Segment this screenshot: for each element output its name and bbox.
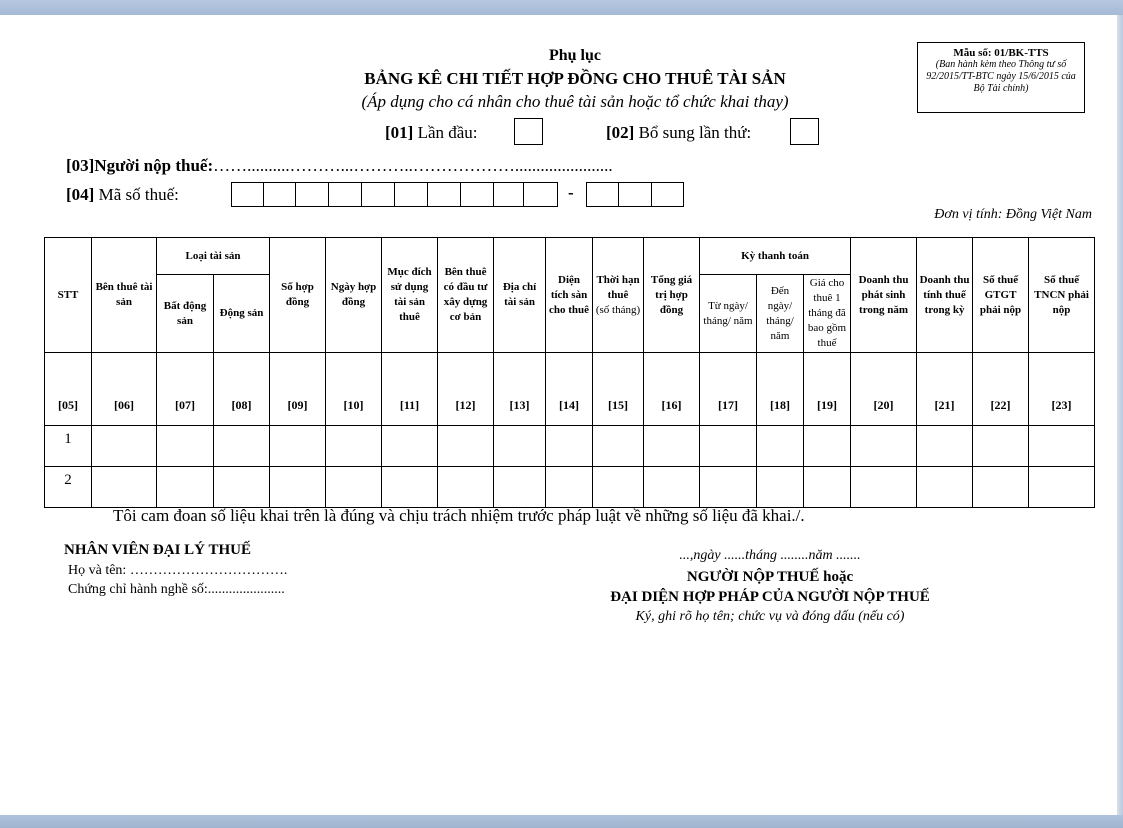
tax-code-code: [04] (66, 185, 95, 204)
window-top-bar (0, 0, 1123, 15)
table-cell[interactable] (644, 426, 700, 467)
table-cell[interactable] (973, 467, 1029, 508)
table-cell[interactable] (757, 426, 804, 467)
header-real-estate: Bất động sản (157, 275, 214, 353)
supplement-code: [02] (606, 123, 635, 142)
header-to-date: Đến ngày/ tháng/ năm (757, 275, 804, 353)
table-cell[interactable] (1029, 426, 1095, 467)
table-cell[interactable] (851, 426, 917, 467)
table-cell[interactable] (804, 467, 851, 508)
window-right-scroll-edge (1117, 15, 1123, 815)
column-code: [12] (438, 353, 494, 426)
supplement-number-box[interactable] (790, 118, 819, 145)
table-cell[interactable] (214, 426, 270, 467)
header-area: Diện tích sàn cho thuê (546, 238, 593, 353)
header-purpose: Mục đích sử dụng tài sản thuê (382, 238, 438, 353)
column-code: [07] (157, 353, 214, 426)
table-cell[interactable] (157, 426, 214, 467)
header-term-label: Thời hạn thuê (596, 273, 640, 301)
column-code: [14] (546, 353, 593, 426)
table-cell[interactable] (214, 467, 270, 508)
column-code: [05] (45, 353, 92, 426)
form-code-note: (Ban hành kèm theo Thông tư số 92/2015/TT-BTC ngày 15/6/2015 của Bộ Tài chính) (926, 59, 1076, 94)
header-revenue-period: Doanh thu tính thuế trong kỳ (917, 238, 973, 353)
tax-code-digit-8[interactable] (460, 182, 494, 207)
table-cell[interactable] (917, 426, 973, 467)
column-code: [09] (270, 353, 326, 426)
tax-code-digit-2[interactable] (263, 182, 296, 207)
agent-certificate-field[interactable]: Chứng chỉ hành nghề số:...................... (68, 582, 285, 597)
signature-date-line[interactable]: ...,ngày ......tháng ........năm ....... (679, 548, 861, 563)
table-cell[interactable] (326, 426, 382, 467)
table-cell[interactable] (494, 426, 546, 467)
table-row (45, 467, 1095, 508)
table-cell[interactable] (757, 467, 804, 508)
header-vat: Số thuế GTGT phải nộp (973, 238, 1029, 353)
header-address: Địa chỉ tài sản (494, 238, 546, 353)
contract-detail-table (44, 237, 1095, 508)
table-cell[interactable] (326, 467, 382, 508)
table-cell[interactable] (700, 467, 757, 508)
table-cell[interactable] (546, 426, 593, 467)
column-code: [16] (644, 353, 700, 426)
header-payment-period: Kỳ thanh toán (700, 238, 851, 275)
header-movable: Động sản (214, 275, 270, 353)
table-cell[interactable] (92, 426, 157, 467)
commitment-statement: Tôi cam đoan số liệu khai trên là đúng và chịu trách nhiệm trước pháp luật về những số liệu đã khai./. (113, 506, 805, 525)
table-cell[interactable] (382, 426, 438, 467)
form-code: Mẫu số: 01/BK-TTS (953, 47, 1049, 59)
column-code: [20] (851, 353, 917, 426)
header-lessee-invest: Bên thuê có đầu tư xây dựng cơ bản (438, 238, 494, 353)
first-time-code: [01] (385, 123, 414, 142)
code-row (45, 353, 1095, 426)
column-code: [06] (92, 353, 157, 426)
signer-role-2: ĐẠI DIỆN HỢP PHÁP CỦA NGƯỜI NỘP THUẾ (610, 589, 930, 605)
table-cell[interactable] (973, 426, 1029, 467)
header-contract-date: Ngày hợp đồng (326, 238, 382, 353)
tax-code-digit-7[interactable] (427, 182, 461, 207)
tax-code-digit-3[interactable] (295, 182, 329, 207)
header-revenue-year: Doanh thu phát sinh trong năm (851, 238, 917, 353)
supplement-label: Bổ sung lần thứ: (638, 123, 752, 142)
agent-title: NHÂN VIÊN ĐẠI LÝ THUẾ (64, 542, 251, 558)
signature-instruction: Ký, ghi rõ họ tên; chức vụ và đóng dấu (nếu có) (635, 609, 905, 624)
column-code: [18] (757, 353, 804, 426)
table-cell[interactable] (804, 426, 851, 467)
table-cell[interactable] (917, 467, 973, 508)
column-code: [15] (593, 353, 644, 426)
column-code: [10] (326, 353, 382, 426)
column-code: [08] (214, 353, 270, 426)
column-code: [21] (917, 353, 973, 426)
tax-code-digit-4[interactable] (328, 182, 362, 207)
tax-code-digit-10[interactable] (523, 182, 558, 207)
table-row (45, 426, 1095, 467)
agent-name-field[interactable]: Họ và tên: ……………………………. (68, 563, 288, 578)
header-asset-type: Loại tài sản (157, 238, 270, 275)
table-cell[interactable] (593, 467, 644, 508)
tax-code-row (66, 185, 179, 205)
table-cell[interactable] (270, 426, 326, 467)
appendix-label: Phụ lục (548, 47, 601, 64)
table-cell[interactable] (1029, 467, 1095, 508)
tax-code-digit-1[interactable] (231, 182, 264, 207)
first-time-label: Lần đầu: (417, 123, 478, 142)
tax-code-separator: - (568, 183, 574, 202)
first-time-row (385, 123, 478, 143)
taxpayer-label: [03]Người nộp thuế: (66, 156, 214, 175)
table-cell[interactable] (700, 426, 757, 467)
tax-code-branch-digit-1[interactable] (586, 182, 619, 207)
header-contract-no: Số hợp đồng (270, 238, 326, 353)
table-cell[interactable] (438, 467, 494, 508)
column-code: [19] (804, 353, 851, 426)
taxpayer-row (66, 156, 613, 176)
column-code: [13] (494, 353, 546, 426)
table-cell[interactable] (644, 467, 700, 508)
document-title: BẢNG KÊ CHI TIẾT HỢP ĐỒNG CHO THUÊ TÀI SẢN (364, 69, 786, 88)
window-bottom-bar (0, 815, 1123, 828)
header-monthly-price: Giá cho thuê 1 tháng đã bao gồm thuế (804, 275, 851, 353)
first-time-checkbox[interactable] (514, 118, 543, 145)
header-pit: Số thuế TNCN phải nộp (1029, 238, 1095, 353)
tax-code-digit-9[interactable] (493, 182, 524, 207)
table-cell[interactable] (494, 467, 546, 508)
header-term (593, 238, 644, 353)
column-code: [22] (973, 353, 1029, 426)
taxpayer-dots[interactable]: ……..........………...………..………………....................... (213, 156, 613, 175)
row-number: 1 (45, 426, 92, 467)
form-code-box (917, 42, 1085, 113)
header-total-value: Tổng giá trị hợp đồng (644, 238, 700, 353)
tax-code-branch-digit-2[interactable] (618, 182, 652, 207)
signer-role-1: NGƯỜI NỘP THUẾ hoặc (686, 569, 854, 585)
table-cell[interactable] (270, 467, 326, 508)
supplement-row (606, 123, 751, 143)
table-cell[interactable] (92, 467, 157, 508)
header-stt: STT (45, 238, 92, 353)
table-cell[interactable] (593, 426, 644, 467)
table-cell[interactable] (546, 467, 593, 508)
tax-code-digit-5[interactable] (361, 182, 395, 207)
table-cell[interactable] (851, 467, 917, 508)
document-subtitle: (Áp dụng cho cá nhân cho thuê tài sản hoặc tổ chức khai thay) (361, 92, 789, 111)
header-lessor: Bên thuê tài sản (92, 238, 157, 353)
row-number: 2 (45, 467, 92, 508)
column-code: [17] (700, 353, 757, 426)
table-cell[interactable] (157, 467, 214, 508)
column-code: [23] (1029, 353, 1095, 426)
table-cell[interactable] (382, 467, 438, 508)
tax-code-branch-digit-3[interactable] (651, 182, 684, 207)
header-term-unit: (số tháng) (595, 303, 641, 316)
tax-code-digit-6[interactable] (394, 182, 428, 207)
header-from-date: Từ ngày/ tháng/ năm (700, 275, 757, 353)
tax-code-label: Mã số thuế: (98, 185, 179, 204)
table-cell[interactable] (438, 426, 494, 467)
currency-unit: Đơn vị tính: Đồng Việt Nam (934, 207, 1092, 222)
column-code: [11] (382, 353, 438, 426)
